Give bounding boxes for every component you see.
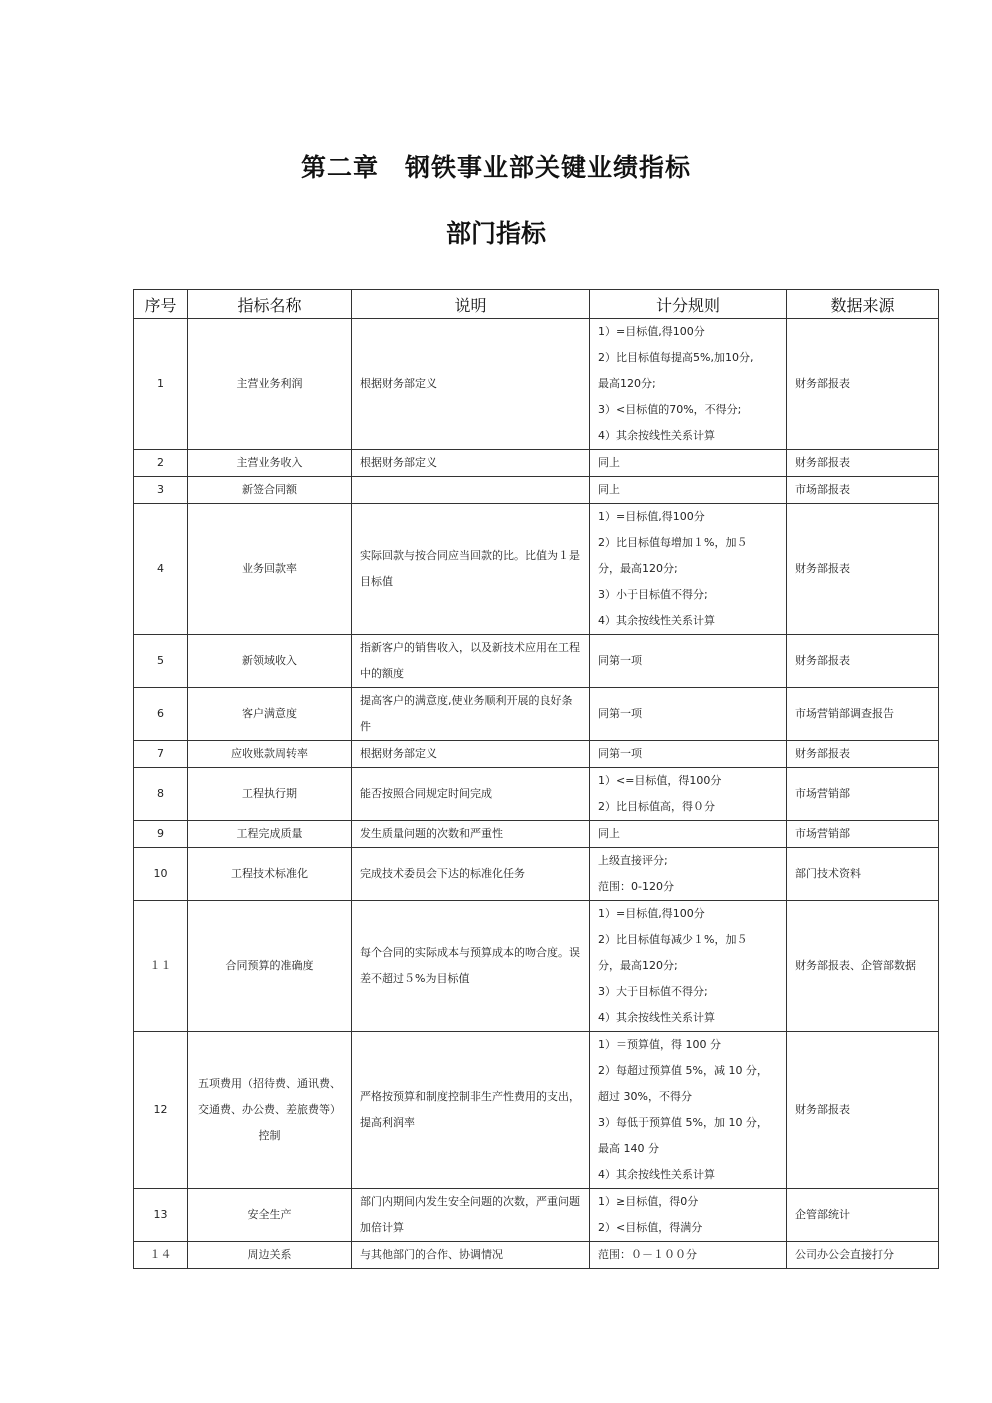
table-row — [134, 901, 939, 1032]
scoring-rule — [590, 1189, 787, 1242]
scoring-rule-line: 1）＝预算值，得 100 分 — [598, 1038, 721, 1051]
scoring-rule-line: 同上 — [598, 483, 620, 496]
scoring-rule — [590, 477, 787, 504]
scoring-rule — [590, 1032, 787, 1189]
scoring-rule-line: 2）比目标值高，得０分 — [598, 800, 715, 813]
scoring-rule — [590, 635, 787, 688]
scoring-rule-line: 同第一项 — [598, 747, 642, 760]
scoring-rule — [590, 1242, 787, 1269]
scoring-rule-line: 2）比目标值每减少１%，加５ — [598, 933, 748, 946]
row-number: 13 — [134, 1189, 188, 1242]
scoring-rule-line: 超过 30%，不得分 — [598, 1090, 692, 1103]
row-number: 10 — [134, 848, 188, 901]
data-source: 财务部报表 — [787, 450, 939, 477]
table-row — [134, 821, 939, 848]
data-source: 市场部报表 — [787, 477, 939, 504]
kpi-name: 新领域收入 — [188, 635, 352, 688]
scoring-rule-line: 2）比目标值每增加１%，加５ — [598, 536, 748, 549]
row-number: 5 — [134, 635, 188, 688]
kpi-description: 能否按照合同规定时间完成 — [352, 768, 590, 821]
kpi-description: 部门内期间内发生安全问题的次数，严重问题加倍计算 — [352, 1189, 590, 1242]
row-number: 3 — [134, 477, 188, 504]
scoring-rule-line: 4）其余按线性关系计算 — [598, 1168, 715, 1181]
scoring-rule — [590, 848, 787, 901]
kpi-name: 工程完成质量 — [188, 821, 352, 848]
row-number: 7 — [134, 741, 188, 768]
scoring-rule — [590, 450, 787, 477]
table-row — [134, 848, 939, 901]
data-source: 市场营销部 — [787, 768, 939, 821]
kpi-description: 每个合同的实际成本与预算成本的吻合度。误差不超过５%为目标值 — [352, 901, 590, 1032]
scoring-rule — [590, 768, 787, 821]
row-number: 6 — [134, 688, 188, 741]
kpi-name: 合同预算的准确度 — [188, 901, 352, 1032]
scoring-rule-line: 范围：0-120分 — [598, 880, 674, 893]
kpi-name: 工程执行期 — [188, 768, 352, 821]
scoring-rule — [590, 741, 787, 768]
scoring-rule-line: 2）<目标值，得满分 — [598, 1221, 703, 1234]
kpi-description: 指新客户的销售收入，以及新技术应用在工程中的额度 — [352, 635, 590, 688]
kpi-description: 提高客户的满意度,使业务顺利开展的良好条件 — [352, 688, 590, 741]
scoring-rule-line: 范围：０－１００分 — [598, 1248, 697, 1261]
data-source: 市场营销部调查报告 — [787, 688, 939, 741]
kpi-description — [352, 477, 590, 504]
scoring-rule-line: 2）比目标值每提高5%,加10分, — [598, 351, 754, 364]
table-row — [134, 635, 939, 688]
kpi-description: 根据财务部定义 — [352, 450, 590, 477]
kpi-name: 周边关系 — [188, 1242, 352, 1269]
row-number: 12 — [134, 1032, 188, 1189]
scoring-rule — [590, 688, 787, 741]
kpi-name: 应收账款周转率 — [188, 741, 352, 768]
kpi-description: 实际回款与按合同应当回款的比。比值为１是目标值 — [352, 504, 590, 635]
scoring-rule-line: 3）大于目标值不得分; — [598, 985, 708, 998]
kpi-description: 完成技术委员会下达的标准化任务 — [352, 848, 590, 901]
data-source: 企管部统计 — [787, 1189, 939, 1242]
kpi-name: 客户满意度 — [188, 688, 352, 741]
row-number: １１ — [134, 901, 188, 1032]
table-row — [134, 477, 939, 504]
scoring-rule-line: 3）小于目标值不得分; — [598, 588, 708, 601]
table-row — [134, 1189, 939, 1242]
kpi-name: 工程技术标准化 — [188, 848, 352, 901]
data-source: 部门技术资料 — [787, 848, 939, 901]
row-number: １４ — [134, 1242, 188, 1269]
scoring-rule — [590, 504, 787, 635]
header-name: 指标名称 — [188, 290, 352, 319]
scoring-rule-line: 1）=目标值,得100分 — [598, 907, 705, 920]
header-source: 数据来源 — [787, 290, 939, 319]
data-source: 财务部报表 — [787, 504, 939, 635]
kpi-name: 主营业务利润 — [188, 319, 352, 450]
table-row — [134, 688, 939, 741]
kpi-description: 严格按预算和制度控制非生产性费用的支出，提高利润率 — [352, 1032, 590, 1189]
data-source: 财务部报表 — [787, 319, 939, 450]
kpi-description: 根据财务部定义 — [352, 319, 590, 450]
header-rule: 计分规则 — [590, 290, 787, 319]
kpi-name: 主营业务收入 — [188, 450, 352, 477]
scoring-rule-line: 同第一项 — [598, 707, 642, 720]
row-number: 4 — [134, 504, 188, 635]
scoring-rule — [590, 319, 787, 450]
kpi-description: 根据财务部定义 — [352, 741, 590, 768]
header-desc: 说明 — [352, 290, 590, 319]
kpi-table — [133, 289, 939, 1269]
scoring-rule-line: 最高120分; — [598, 377, 656, 390]
table-header-row — [134, 290, 939, 319]
row-number: 9 — [134, 821, 188, 848]
table-row — [134, 450, 939, 477]
table-row — [134, 741, 939, 768]
row-number: 1 — [134, 319, 188, 450]
data-source: 财务部报表 — [787, 741, 939, 768]
data-source: 市场营销部 — [787, 821, 939, 848]
kpi-description: 与其他部门的合作、协调情况 — [352, 1242, 590, 1269]
scoring-rule-line: 3）<目标值的70%，不得分; — [598, 403, 742, 416]
header-no: 序号 — [134, 290, 188, 319]
data-source: 财务部报表 — [787, 1032, 939, 1189]
scoring-rule-line: 1）=目标值,得100分 — [598, 510, 705, 523]
scoring-rule-line: 同第一项 — [598, 654, 642, 667]
scoring-rule-line: 1）=目标值,得100分 — [598, 325, 705, 338]
scoring-rule-line: 2）每超过预算值 5%，减 10 分， — [598, 1064, 768, 1077]
scoring-rule-line: 分，最高120分; — [598, 959, 678, 972]
table-row — [134, 319, 939, 450]
scoring-rule — [590, 821, 787, 848]
scoring-rule-line: 4）其余按线性关系计算 — [598, 614, 715, 627]
scoring-rule-line: 4）其余按线性关系计算 — [598, 429, 715, 442]
scoring-rule-line: 最高 140 分 — [598, 1142, 659, 1155]
kpi-name: 新签合同额 — [188, 477, 352, 504]
table-body — [134, 319, 939, 1269]
table-row — [134, 1242, 939, 1269]
section-title: 部门指标 — [445, 219, 546, 248]
data-source: 公司办公会直接打分 — [787, 1242, 939, 1269]
kpi-description: 发生质量问题的次数和严重性 — [352, 821, 590, 848]
kpi-name: 业务回款率 — [188, 504, 352, 635]
scoring-rule-line: 同上 — [598, 456, 620, 469]
kpi-name: 安全生产 — [188, 1189, 352, 1242]
data-source: 财务部报表 — [787, 635, 939, 688]
scoring-rule-line: 上级直接评分; — [598, 854, 668, 867]
table-row — [134, 1032, 939, 1189]
table-row — [134, 768, 939, 821]
row-number: 8 — [134, 768, 188, 821]
data-source: 财务部报表、企管部数据 — [787, 901, 939, 1032]
scoring-rule-line: 分，最高120分; — [598, 562, 678, 575]
scoring-rule-line: 1）≥目标值，得0分 — [598, 1195, 699, 1208]
table-row — [134, 504, 939, 635]
scoring-rule-line: 同上 — [598, 827, 620, 840]
scoring-rule-line: 4）其余按线性关系计算 — [598, 1011, 715, 1024]
chapter-title: 第二章 钢铁事业部关键业绩指标 — [300, 153, 691, 182]
kpi-name: 五项费用（招待费、通讯费、交通费、办公费、差旅费等）控制 — [188, 1032, 352, 1189]
scoring-rule-line: 1）<=目标值，得100分 — [598, 774, 722, 787]
row-number: 2 — [134, 450, 188, 477]
scoring-rule — [590, 901, 787, 1032]
scoring-rule-line: 3）每低于预算值 5%，加 10 分， — [598, 1116, 768, 1129]
